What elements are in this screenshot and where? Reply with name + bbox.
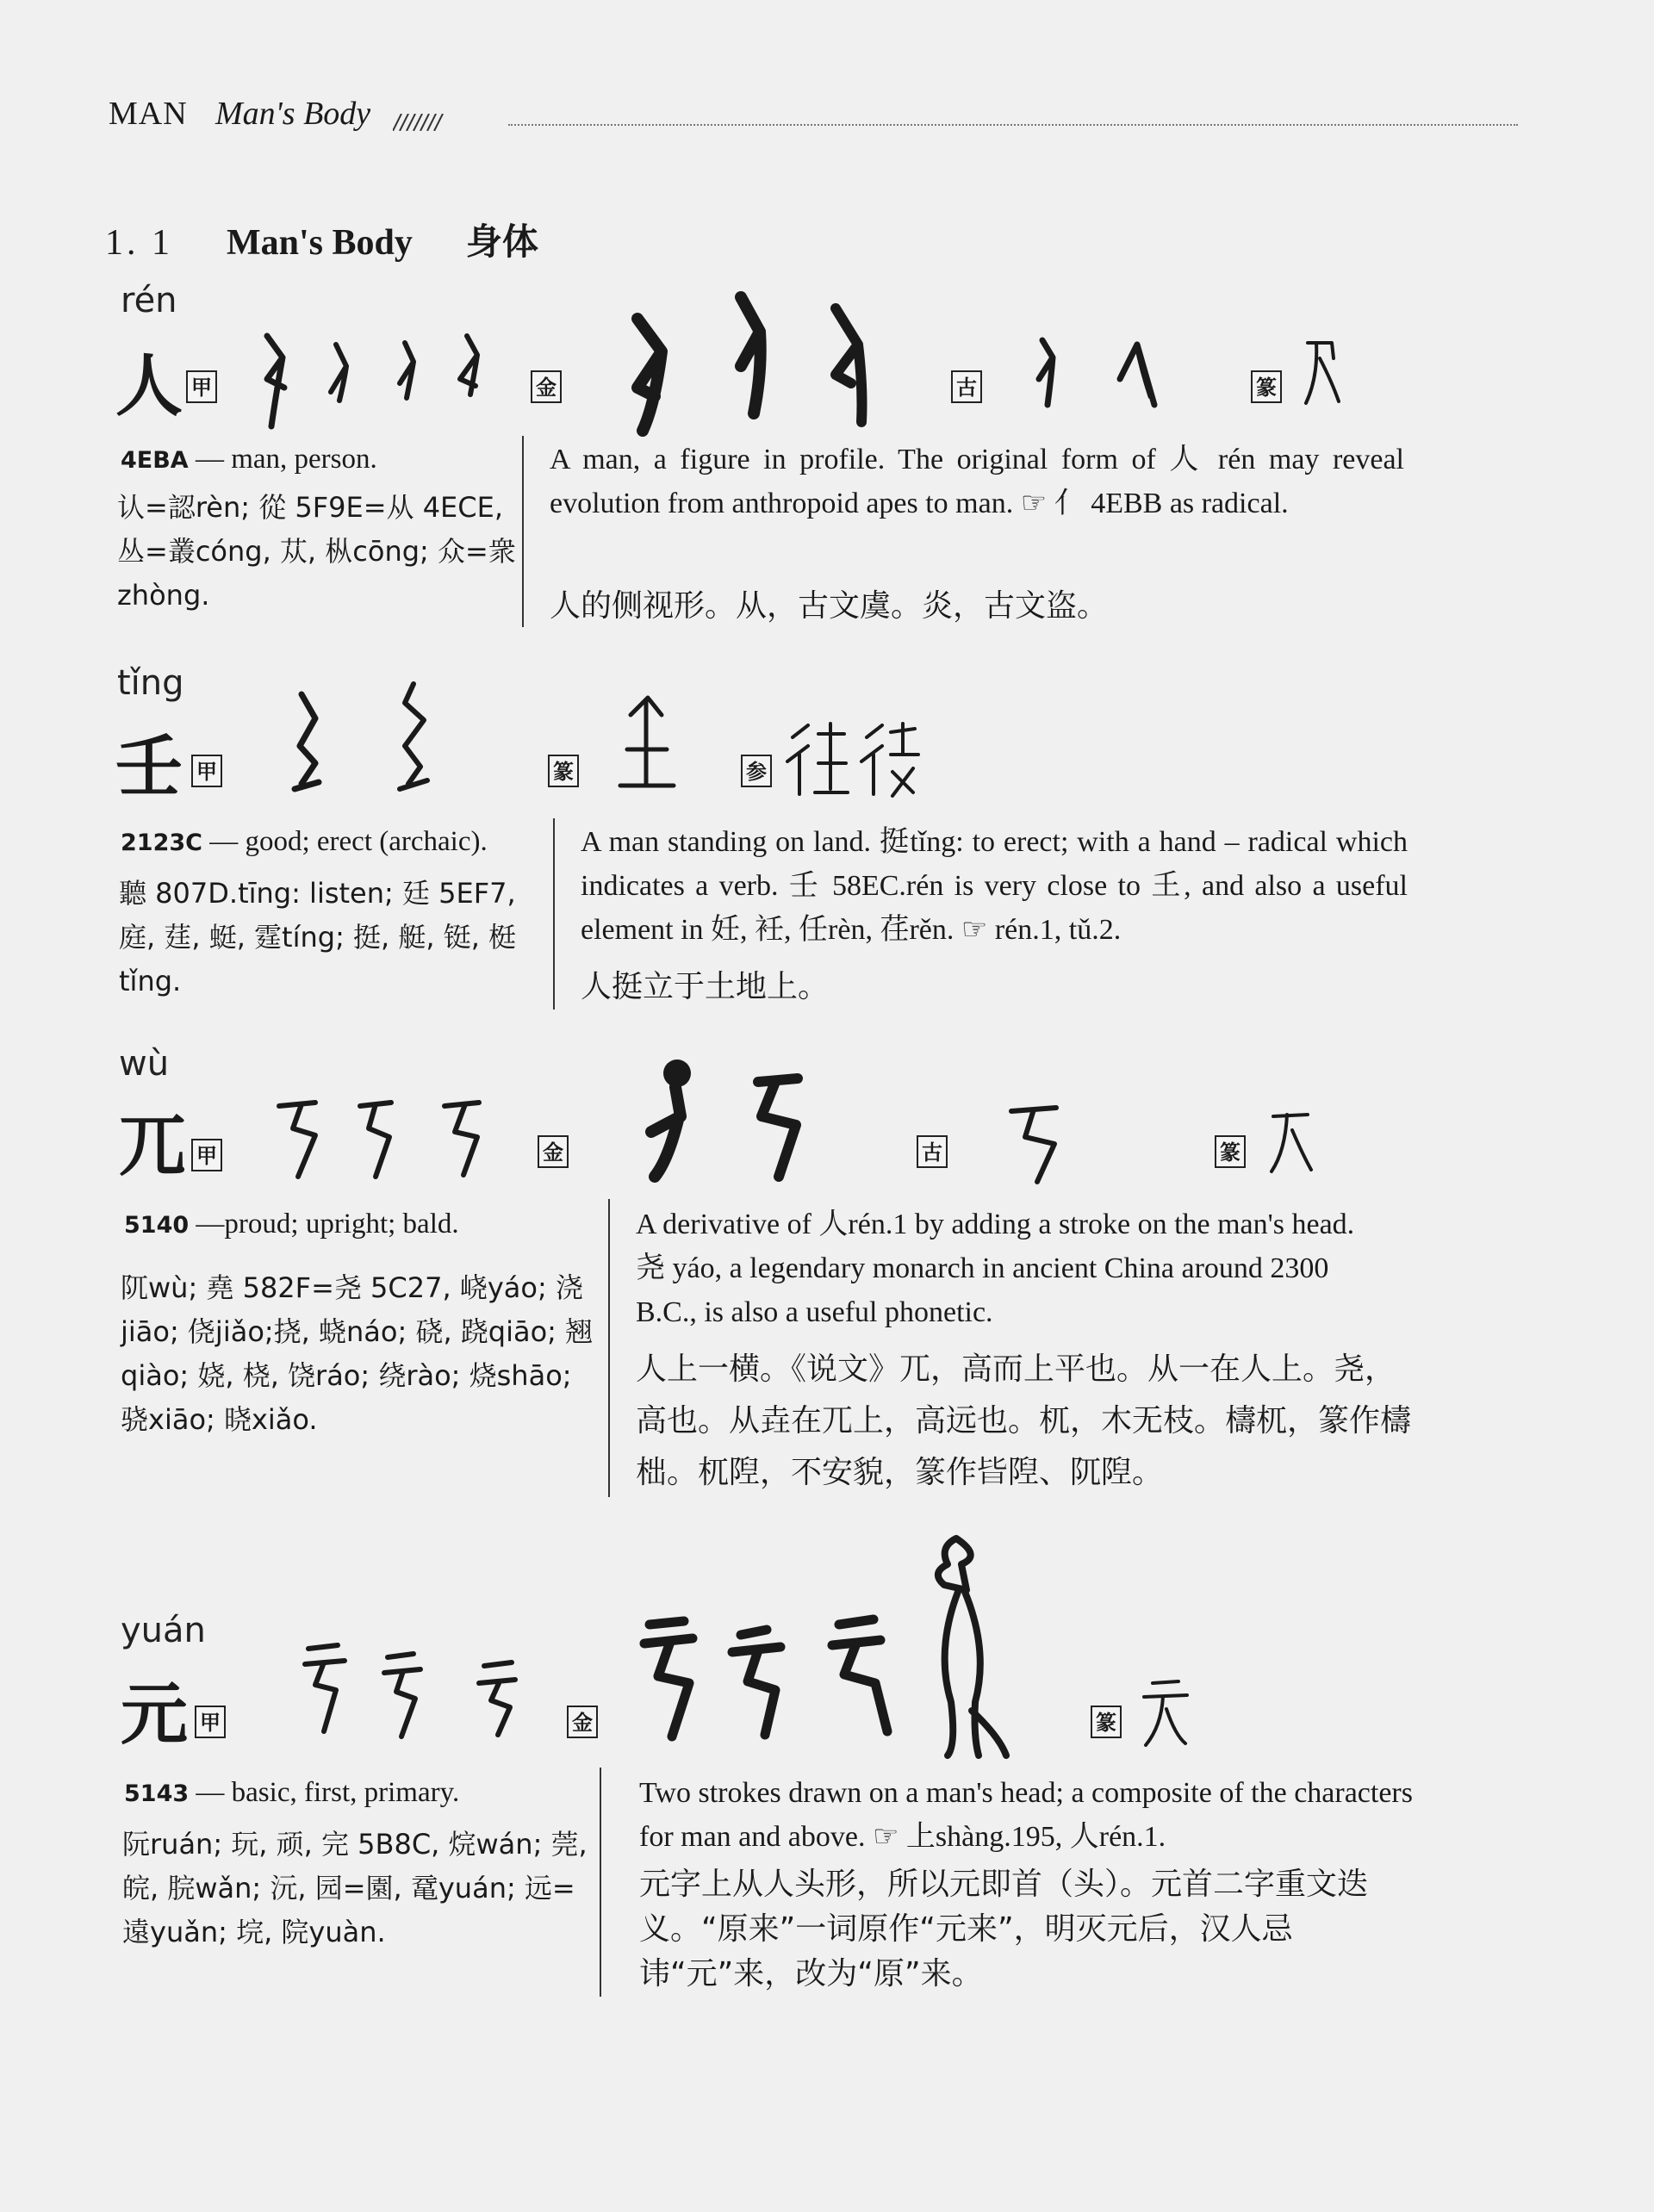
entry-pinyin: tǐng [117, 663, 184, 703]
meaning: — good; erect (archaic). [202, 826, 488, 857]
stamp-jia: 甲 [186, 370, 217, 403]
variant-glyph-forms [784, 720, 922, 798]
entry-code-line [124, 1202, 459, 1247]
header-dotted-rule [508, 124, 1518, 126]
chinese-explanation: 人上一横。《说文》兀，高而上平也。从一在人上。尧，高也。从垚在兀上，高远也。杌，木无枝。檮杌，篆作檮柮。杌隉，不安貌，篆作𣅜隉、阢隉。 [636, 1351, 1412, 1490]
running-header-subtitle: Man's Body [215, 96, 371, 132]
chinese-explanation: 人挺立于土地上。 [581, 969, 830, 1004]
stamp-jin: 金 [567, 1706, 598, 1738]
bronze-glyph-forms [637, 1530, 1034, 1762]
stamp-jia: 甲 [195, 1706, 226, 1738]
stamp-jin: 金 [538, 1135, 569, 1168]
running-header-chapter: MAN [109, 96, 188, 132]
section-number: 1. 1 [105, 223, 173, 263]
stamp-gu: 古 [951, 370, 982, 403]
running-header [109, 95, 1418, 136]
hatch-ornament [393, 114, 505, 131]
bronze-glyph-forms [603, 284, 896, 439]
english-explanation: A man standing on land. 挺tǐng: to erect; with a hand – radical which indicates a verb. 壬 58EC.rén is very close to 𡈼, and also a useful element in 妊, 衽, 任rèn, 荏rěn. ☞ rén.1, tǔ.2. [581, 826, 1408, 946]
stamp-jin: 金 [531, 370, 562, 403]
entry-code-line [121, 820, 488, 865]
oracle-glyph-forms [267, 1094, 508, 1189]
english-explanation: A man, a figure in profile. The original form of 人 rén may reveal evolution from anthropoid apes to man. ☞ 亻 4EBB as radical. [550, 444, 1404, 519]
stamp-jia: 甲 [191, 755, 222, 787]
entry-pinyin: wù [119, 1044, 170, 1084]
meaning: — man, person. [188, 444, 377, 475]
stamp-zhuan: 篆 [1251, 370, 1282, 403]
ancient-script-glyph-forms [1017, 327, 1172, 422]
entry-pinyin: rén [121, 281, 177, 320]
ancient-script-glyph-forms [999, 1099, 1077, 1185]
bronze-glyph-forms [620, 1056, 827, 1185]
related-characters: 认=認rèn; 從 5F9E=从 4ECE, 丛=叢cóng, 苁, 枞cōng; 众=衆zhòng. [117, 491, 516, 612]
entry-character: 壬 [115, 729, 183, 806]
column-divider [553, 818, 555, 1010]
unicode-code: 5140 [124, 1212, 190, 1239]
stamp-can: 参 [741, 755, 772, 787]
oracle-glyph-forms [293, 1637, 534, 1740]
seal-glyph-form [613, 689, 682, 801]
entry-pinyin: yuán [121, 1611, 206, 1650]
column-divider [608, 1199, 610, 1497]
chinese-explanation: 人的侧视形。从，古文虞。炎，古文盗。 [550, 588, 1109, 624]
chinese-explanation: 元字上从人头形，所以元即首（头）。元首二字重文迭义。“原来”一词原作“元来”，明灭元后，汉人忌讳“元”来，改为“原”来。 [639, 1867, 1369, 1991]
stamp-zhuan: 篆 [1215, 1135, 1246, 1168]
column-divider [522, 436, 524, 627]
unicode-code: 4EBA [121, 447, 189, 474]
section-title: Man's Body [227, 223, 413, 263]
unicode-code: 5143 [124, 1780, 190, 1807]
meaning: —proud; upright; bald. [189, 1209, 459, 1240]
entry-character: 人 [115, 348, 183, 426]
entry-character: 元 [121, 1676, 189, 1754]
section-heading [105, 214, 538, 265]
entry-character: 兀 [119, 1108, 187, 1185]
stamp-zhuan: 篆 [1091, 1706, 1122, 1738]
unicode-code: 2123C [121, 830, 202, 856]
meaning: — basic, first, primary. [189, 1777, 460, 1808]
english-explanation: Two strokes drawn on a man's head; a composite of the characters for man and above. ☞ 上shàng.195, 人rén.1. [639, 1777, 1413, 1853]
related-characters: 聽 807D.tīng: listen; 廷 5EF7, 庭, 莛, 蜓, 霆tíng; 挺, 艇, 铤, 梃tǐng. [119, 877, 517, 997]
related-characters: 阢wù; 堯 582F=尧 5C27, 峣yáo; 浇jiāo; 侥jiǎo;挠, 蛲náo; 硗, 跷qiāo; 翘qiào; 娆, 桡, 饶ráo; 绕rào; 烧shāo; 骁xiāo; 晓xiǎo. [121, 1271, 594, 1436]
english-explanation: A derivative of 人rén.1 by adding a stroke on the man's head. 尧 yáo, a legendary monarch in ancient China around 2300 B.C., is also a useful phonetic. [636, 1209, 1355, 1328]
seal-glyph-form [1266, 1108, 1327, 1177]
stamp-jia: 甲 [191, 1139, 222, 1171]
column-divider [600, 1768, 601, 1997]
stamp-zhuan: 篆 [548, 755, 579, 787]
entry-code-line [121, 438, 377, 482]
related-characters: 阮ruán; 玩, 顽, 完 5B8C, 烷wán; 莞, 皖, 脘wǎn; 沅, 园=園, 鼋yuán; 远=遠yuǎn; 垸, 院yuàn. [122, 1828, 588, 1948]
oracle-glyph-forms [276, 677, 448, 798]
section-title-zh: 身体 [465, 221, 538, 263]
seal-glyph-form [1299, 334, 1351, 412]
stamp-gu: 古 [917, 1135, 948, 1168]
entry-code-line [124, 1771, 459, 1816]
oracle-glyph-forms [241, 319, 500, 431]
seal-glyph-form [1137, 1675, 1197, 1752]
